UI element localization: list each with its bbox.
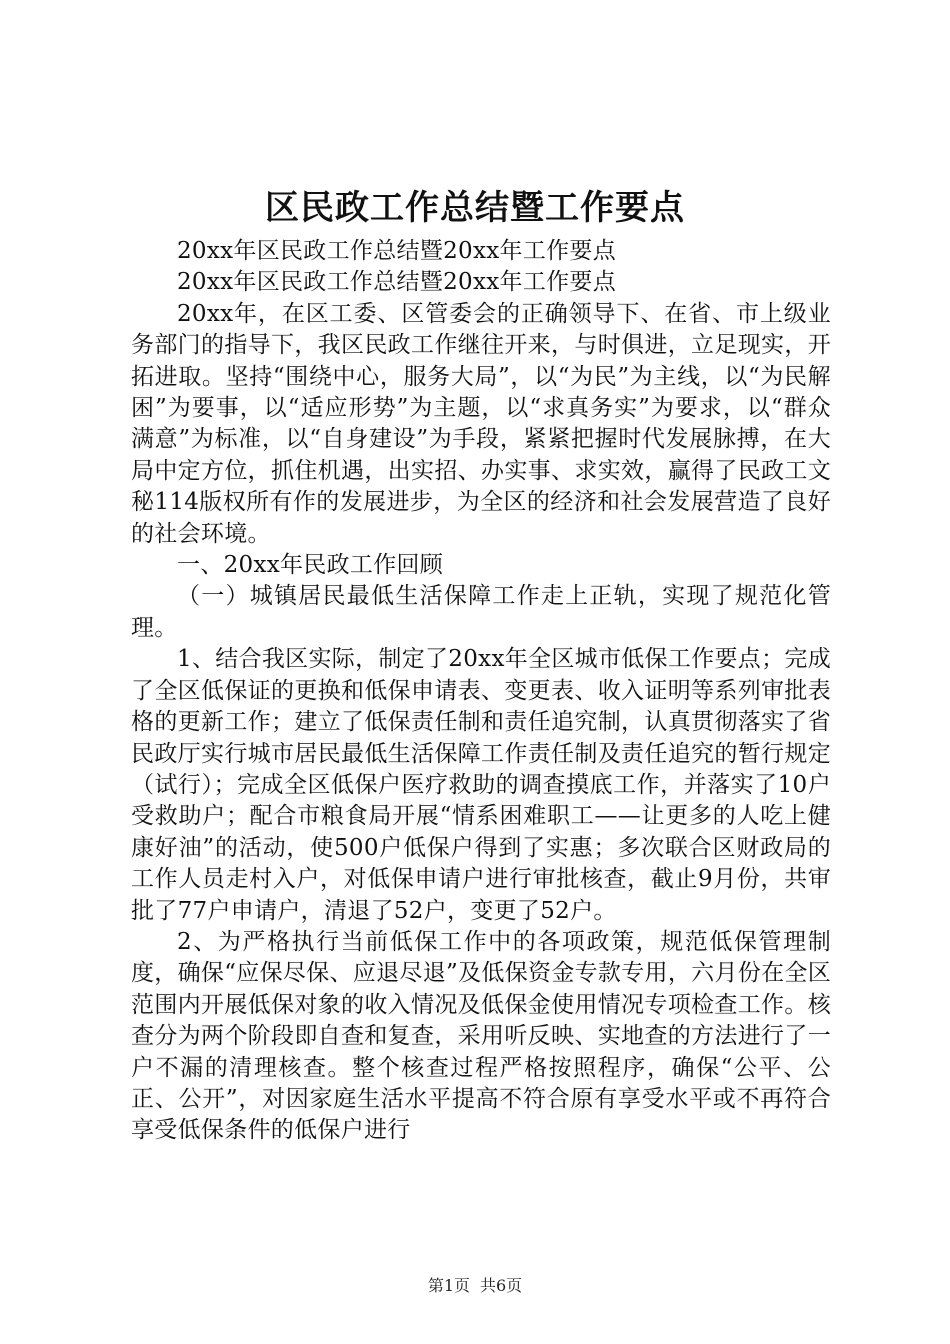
page-number: 第1页 (427, 1276, 470, 1295)
subtitle-line: 20xx年区民政工作总结暨20xx年工作要点 (177, 238, 617, 264)
section-heading: 一、20xx年民政工作回顾 (177, 552, 444, 579)
body-paragraph: 1、结合我区实际，制定了20xx年全区城市低保工作要点；完成了全区低保证的更换和低保申请表、变更表、收入证明等系列审批表格的更新工作；建立了低保责任制和责任追究制，认真贯彻落实了省民政厅实行城市居民最低生活保障工作责任制及责任追究的暂行规定（试行）；完成全区低保户医疗救助的调查摸底工作，并落实了10户受救助户；配合市粮食局开展“情系困难职工——让更多的人吃上健康好油”的活动，使500户低保户得到了实惠；多次联合区财政局的工作人员走村入户，对低保申请户进行审批核查，截止9月份，共审批了77户申请户，清退了52户，变更了52户。 (131, 646, 831, 924)
page-footer (0, 1273, 950, 1296)
subtitle-line: 20xx年区民政工作总结暨20xx年工作要点 (177, 269, 617, 296)
body-paragraph: 20xx年，在区工委、区管委会的正确领导下、在省、市上级业务部门的指导下，我区民政工作继往开来，与时俱进，立足现实，开拓进取。坚持“围绕中心，服务大局”，以“为民”为主线，以“为民解困”为要事，以“适应形势”为主题，以“求真务实”为要求，以“群众满意”为标准，以“自身建设”为手段，紧紧把握时代发展脉搏，在大局中定方位，抓住机遇，出实招、办实事、求实效，赢得了民政工文秘114版权所有作的发展进步，为全区的经济和社会发展营造了良好的社会环境。 (131, 300, 831, 547)
subsection-heading: （一）城镇居民最低生活保障工作走上正轨，实现了规范化管理。 (131, 583, 831, 641)
body-paragraph: 2、为严格执行当前低保工作中的各项政策，规范低保管理制度，确保“应保尽保、应退尽退”及低保资金专款专用，六月份在全区范围内开展低保对象的收入情况及低保金使用情况专项检查工作。核查分为两个阶段即自查和复查，采用听反映、实地查的方法进行了一户不漏的清理核查。整个核查过程严格按照程序，确保“公平、公正、公开”，对因家庭生活水平提高不符合原有享受水平或不再符合享受低保条件的低保户进行 (131, 928, 831, 1144)
document-title: 区民政工作总结暨工作要点 (265, 188, 685, 228)
page-total: 共6页 (480, 1276, 523, 1295)
document-body (131, 236, 831, 1147)
